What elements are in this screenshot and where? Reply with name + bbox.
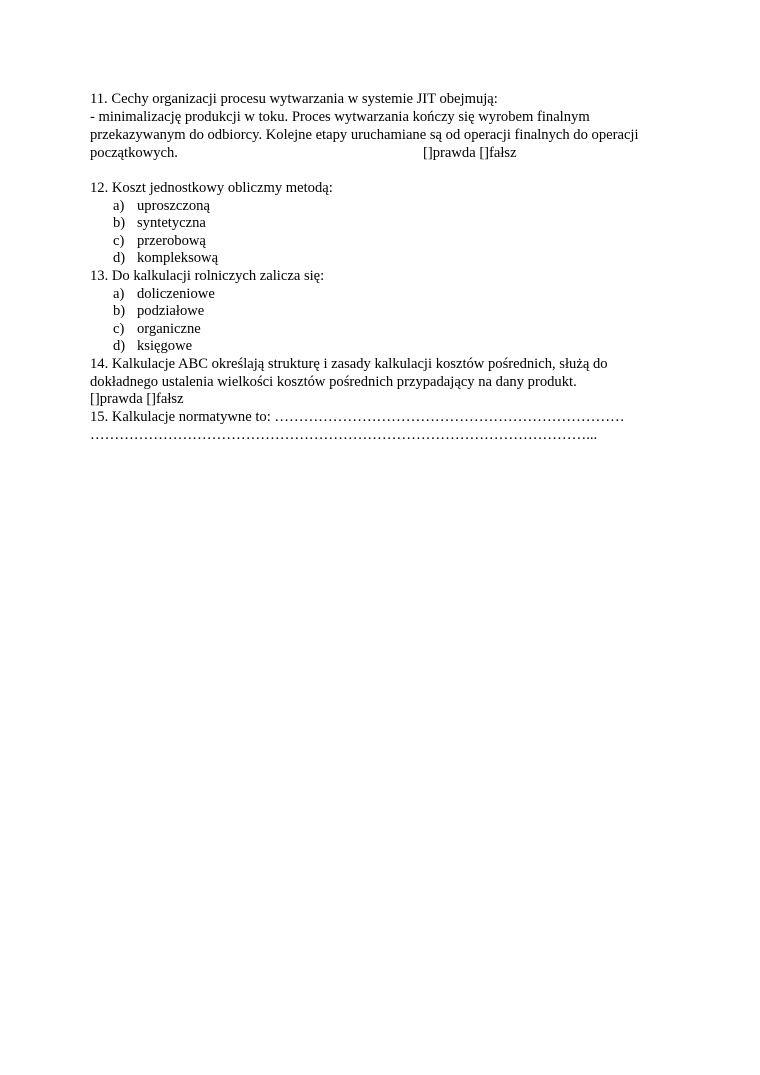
option-text: księgowe bbox=[137, 338, 193, 354]
option-text: doliczeniowe bbox=[137, 286, 215, 302]
option-text: podziałowe bbox=[137, 303, 205, 319]
q12-question: 12. Koszt jednostkowy obliczmy metodą: bbox=[90, 180, 333, 196]
option-text: przerobową bbox=[137, 233, 206, 249]
option-letter: a) bbox=[113, 286, 125, 302]
option-letter: d) bbox=[113, 338, 126, 354]
option-letter: a) bbox=[113, 198, 125, 214]
option-text: kompleksową bbox=[137, 250, 219, 266]
q11-line-1: 11. Cechy organizacji procesu wytwarzania w systemie JIT obejmują: bbox=[90, 91, 498, 107]
q15-question: 15. Kalkulacje normatywne to: ……………………………………………………………… bbox=[90, 409, 625, 425]
option-text: syntetyczna bbox=[137, 215, 206, 231]
q14-line-2: dokładnego ustalenia wielkości kosztów pośrednich przypadający na dany produkt. bbox=[90, 374, 577, 390]
option-text: organiczne bbox=[137, 321, 201, 337]
q13-question: 13. Do kalkulacji rolniczych zalicza się: bbox=[90, 268, 325, 284]
q11-line-4: początkowych. bbox=[90, 145, 178, 161]
q14-answer-choice[interactable]: []prawda []fałsz bbox=[90, 391, 184, 407]
q14-line-1: 14. Kalkulacje ABC określają strukturę i zasady kalkulacji kosztów pośrednich, służą do bbox=[90, 356, 608, 372]
q15-answer-dots[interactable]: …………………………………………………………………………………………... bbox=[90, 427, 598, 443]
option-letter: c) bbox=[113, 321, 125, 337]
q11-line-3: przekazywanym do odbiorcy. Kolejne etapy uruchamiane są od operacji finalnych do operacji bbox=[90, 127, 639, 143]
q11-answer-choice[interactable]: []prawda []fałsz bbox=[423, 145, 517, 161]
option-letter: b) bbox=[113, 215, 126, 231]
option-letter: d) bbox=[113, 250, 126, 266]
option-letter: b) bbox=[113, 303, 126, 319]
option-letter: c) bbox=[113, 233, 125, 249]
option-text: uproszczoną bbox=[137, 198, 210, 214]
q11-line-2: - minimalizację produkcji w toku. Proces wytwarzania kończy się wyrobem finalnym bbox=[90, 109, 590, 125]
